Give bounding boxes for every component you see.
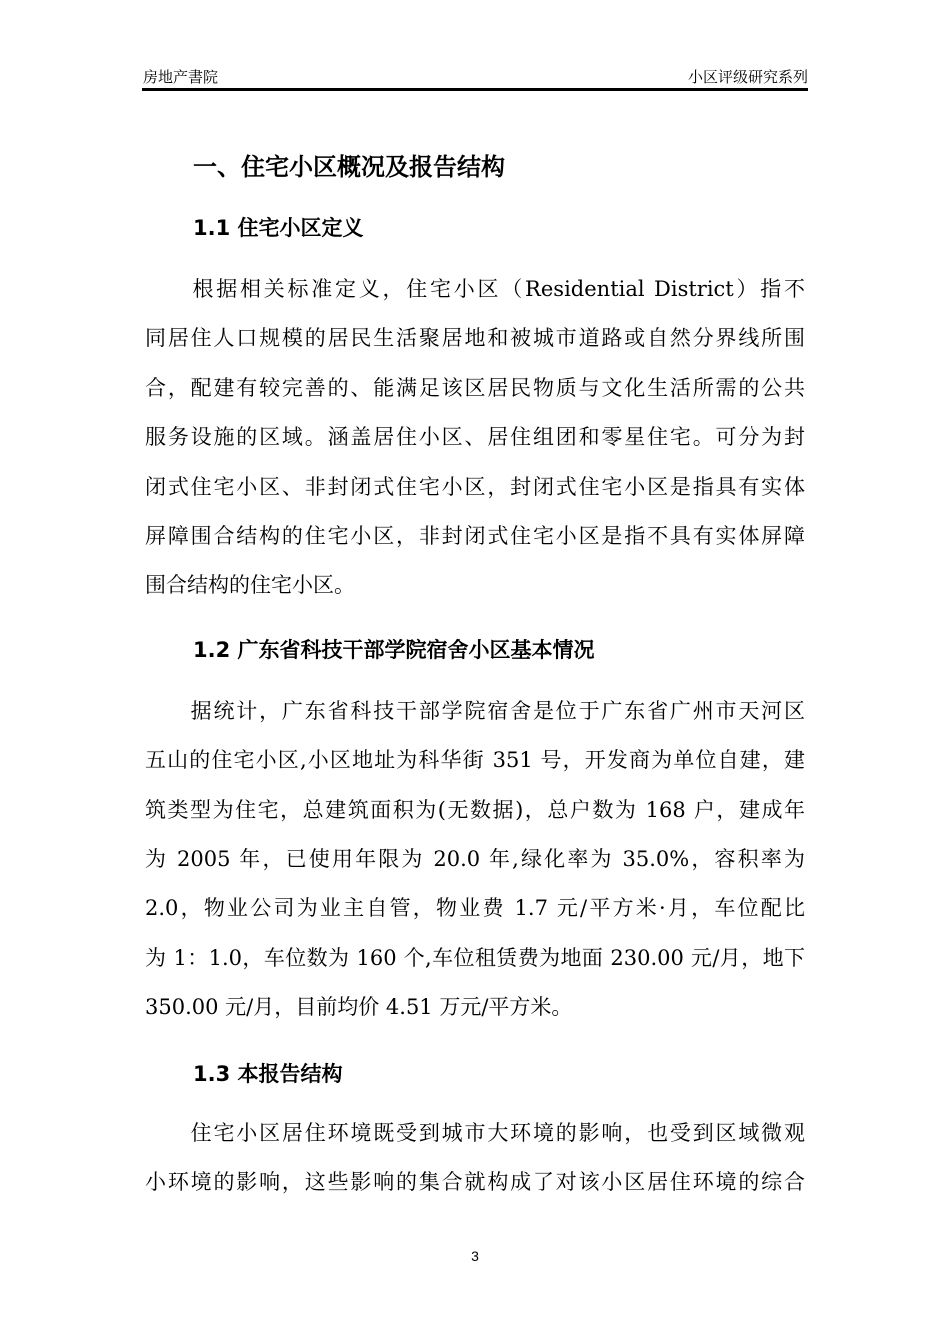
paragraph-line: 据统计，广东省科技干部学院宿舍是位于广东省广州市天河区 [145, 699, 805, 723]
section-heading: 1.2 广东省科技干部学院宿舍小区基本情况 [193, 638, 595, 662]
paragraph-line: 服务设施的区域。涵盖居住小区、居住组团和零星住宅。可分为封 [145, 425, 805, 449]
paragraph-line: 筑类型为住宅，总建筑面积为(无数据)，总户数为 168 户，建成年 [145, 798, 805, 822]
header-left: 房地产書院 [143, 69, 219, 86]
chapter-title: 一、住宅小区概况及报告结构 [193, 153, 505, 181]
paragraph-line: 五山的住宅小区,小区地址为科华街 351 号，开发商为单位自建，建 [145, 748, 805, 772]
paragraph-line: 闭式住宅小区、非封闭式住宅小区，封闭式住宅小区是指具有实体 [145, 475, 805, 499]
page-number: 3 [471, 1248, 479, 1264]
paragraph-line: 围合结构的住宅小区。 [145, 573, 355, 597]
paragraph-line: 同居住人口规模的居民生活聚居地和被城市道路或自然分界线所围 [145, 326, 805, 350]
paragraph-line: 根据相关标准定义，住宅小区（Residential District）指不 [145, 277, 805, 301]
paragraph-line: 为 1：1.0，车位数为 160 个,车位租赁费为地面 230.00 元/月，地下 [145, 946, 805, 970]
section-heading: 1.1 住宅小区定义 [193, 216, 364, 240]
header-right: 小区评级研究系列 [687, 69, 808, 86]
paragraph-line: 2.0，物业公司为业主自管，物业费 1.7 元/平方米·月，车位配比 [145, 896, 805, 920]
paragraph-line: 为 2005 年，已使用年限为 20.0 年,绿化率为 35.0%，容积率为 [145, 847, 805, 871]
paragraph-line: 屏障围合结构的住宅小区，非封闭式住宅小区是指不具有实体屏障 [145, 524, 805, 548]
paragraph-line: 350.00 元/月，目前均价 4.51 万元/平方米。 [145, 995, 573, 1019]
section-heading: 1.3 本报告结构 [193, 1062, 343, 1086]
paragraph-line: 合，配建有较完善的、能满足该区居民物质与文化生活所需的公共 [145, 376, 805, 400]
paragraph-line: 小环境的影响，这些影响的集合就构成了对该小区居住环境的综合 [145, 1170, 805, 1194]
paragraph-line: 住宅小区居住环境既受到城市大环境的影响，也受到区域微观 [145, 1121, 805, 1145]
header-rule [142, 88, 808, 91]
